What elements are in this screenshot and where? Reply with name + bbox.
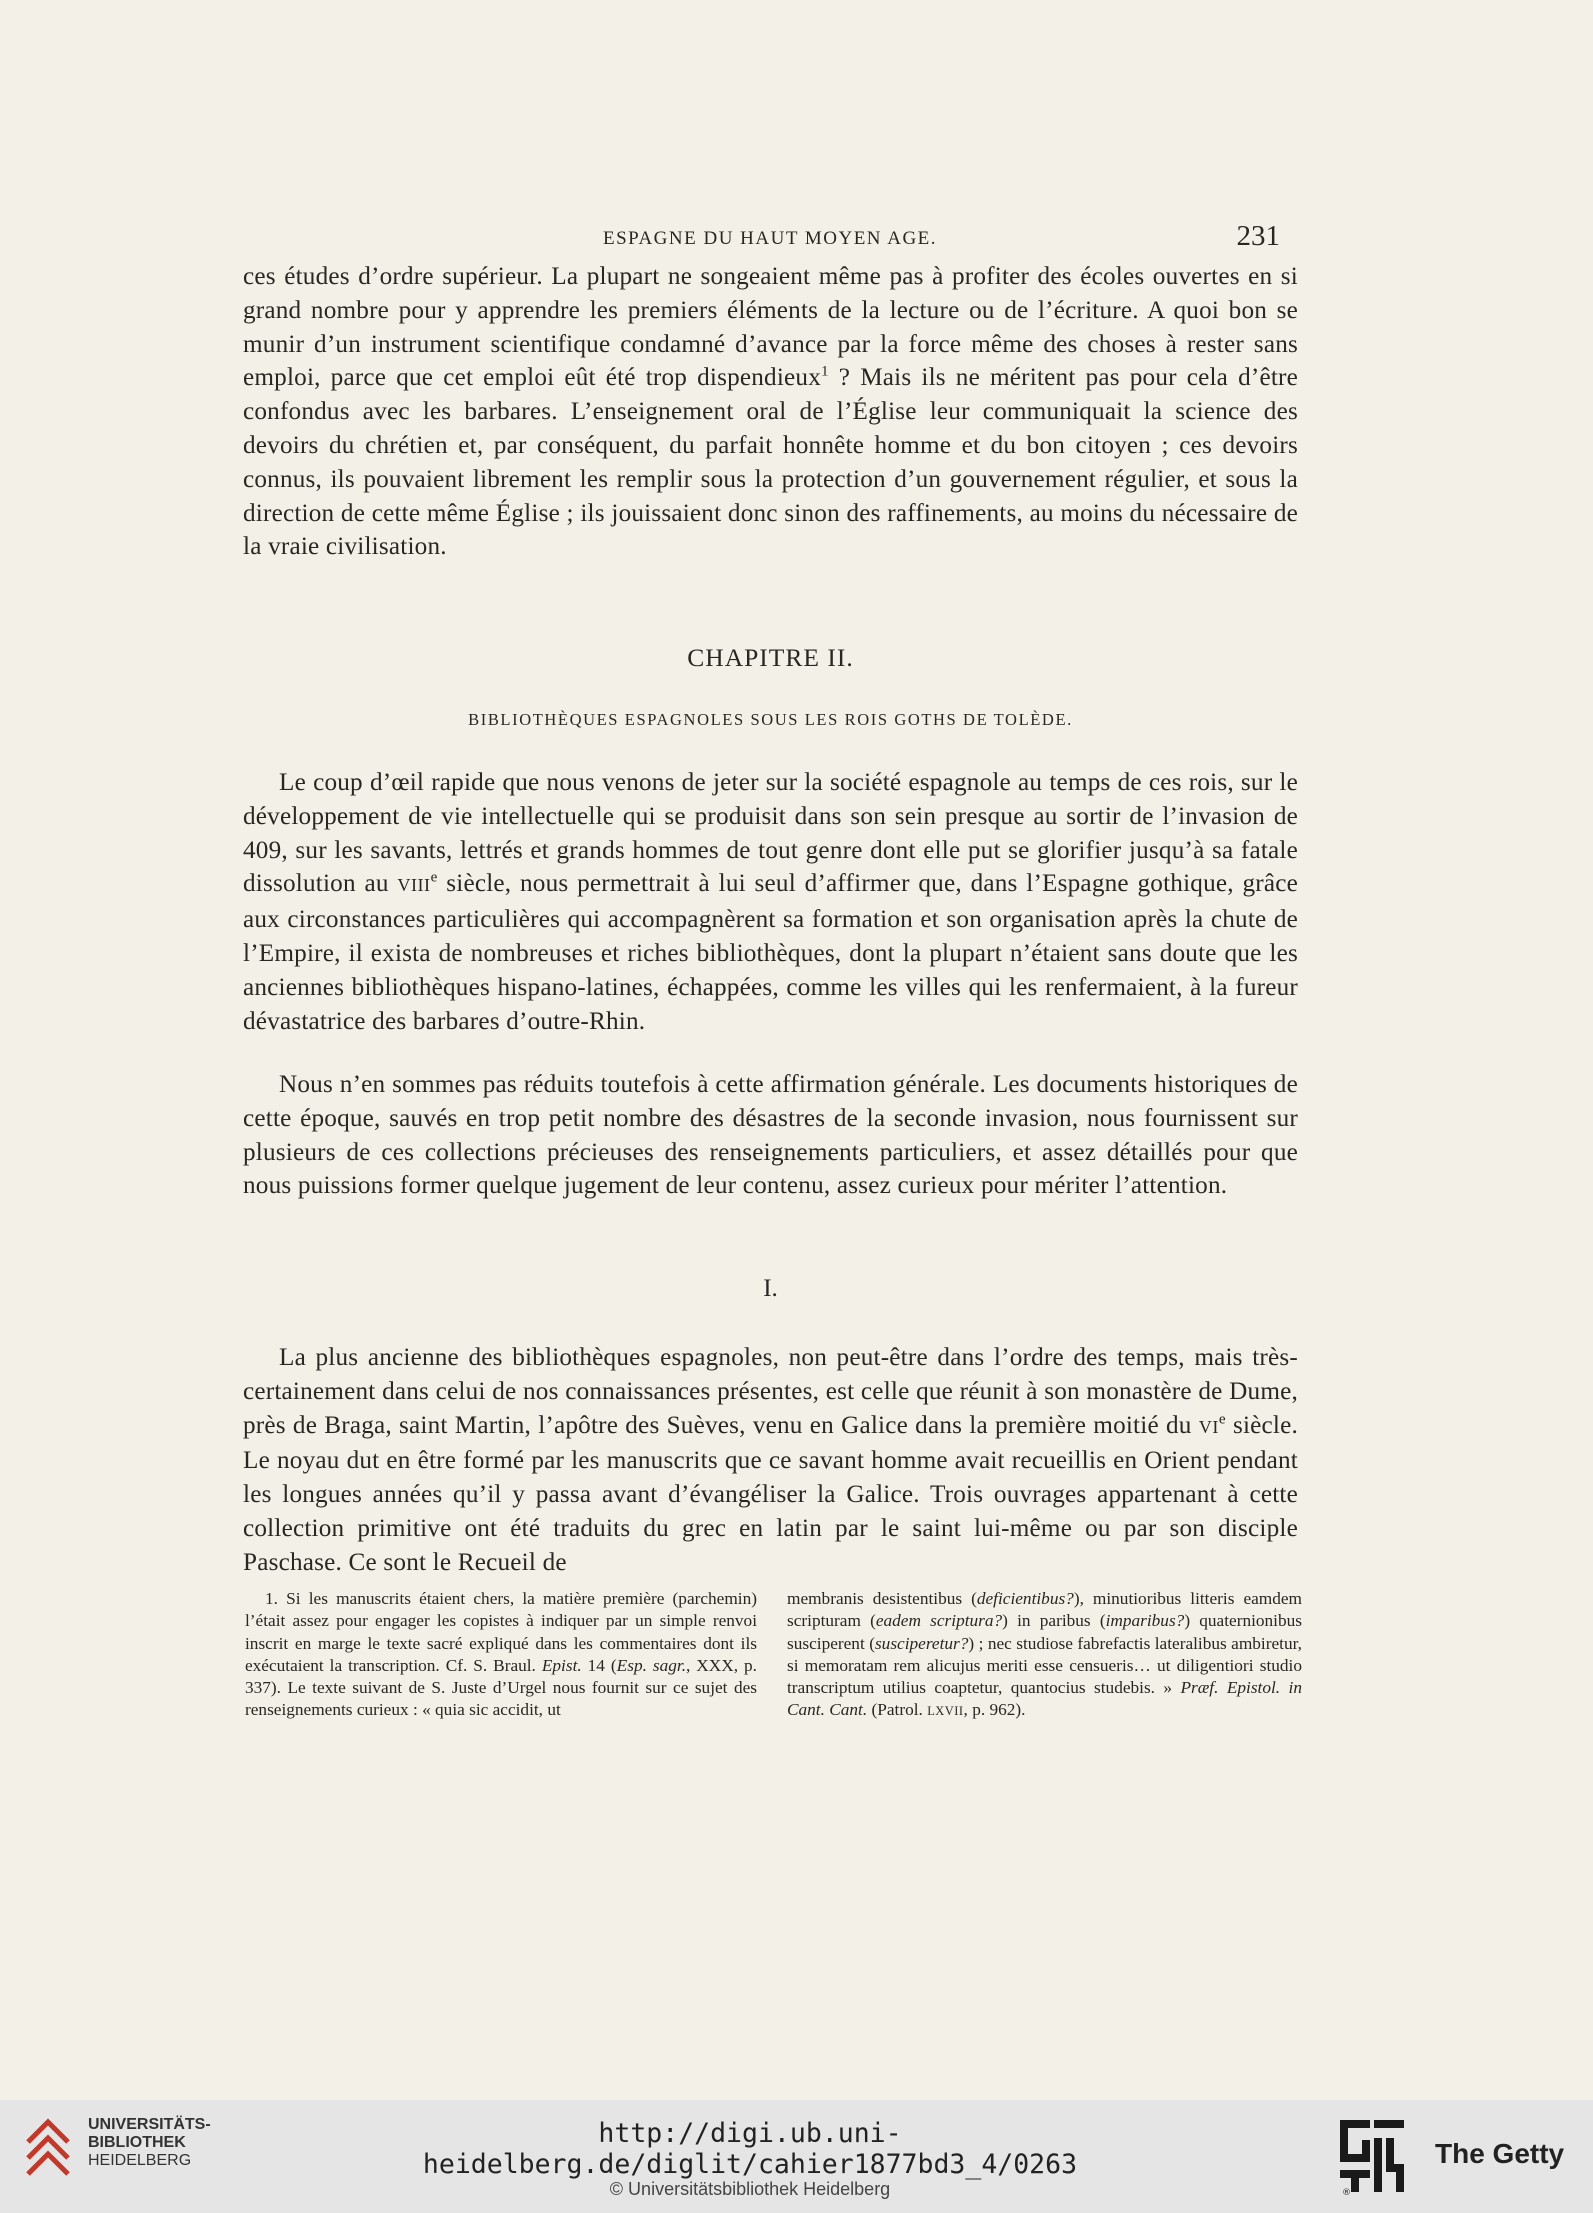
footnote-italic: Epist. [541, 1655, 582, 1675]
registered-mark: ® [1342, 2188, 1351, 2196]
century-suffix: e [430, 870, 438, 886]
footnotes [245, 1588, 1300, 1788]
footnote-italic: Præf. Epistol. in Cant. Cant. [787, 1678, 1302, 1720]
footnote-text: ), minutioribus litteris eamdem scripturam ( [787, 1589, 1302, 1631]
footnote-text: ) in paribus ( [1002, 1611, 1106, 1631]
paragraph-documents [243, 1068, 1298, 1203]
footnote-text: ) quaternionibus susciperent ( [787, 1611, 1302, 1653]
paragraph-text: ces études d’ordre supérieur. La plupart ne songeaient même pas à profiter des écoles ouvertes en si grand nombre pour y apprendre les premiers éléments de la lecture ou de l’écriture. A quoi bon se munir d’un instrument scientifique condamné d’avance par la force même des choses à rester sans emploi, parce que cet emploi eût été trop dispendieux [243, 263, 1298, 392]
footnote-text: 1. Si les manuscrits étaient chers, la matière première (parchemin) l’était assez pour engager les copistes à indiquer par un simple renvoi inscrit en marge le texte sacré expliqué dans les commentaires dont ils exécutaient la transcription. Cf. S. Braul. [245, 1589, 757, 1675]
library-name-line: UNIVERSITÄTS- [88, 2116, 211, 2133]
paragraph-coup-doeil [243, 766, 1298, 1038]
library-name [88, 2116, 211, 2170]
copyright-notice: © Universitätsbibliothek Heidelberg [609, 2179, 891, 2199]
paragraph-text: La plus ancienne des bibliothèques espagnoles, non peut-être dans l’ordre des temps, mais très-certainement dans celui de nos connaissances présentes, est celle que réunit à son monastère de Dume, près de Braga, saint Martin, l’apôtre des Suèves, venu en Galice dans la première moitié du [243, 1344, 1298, 1439]
footnote-volume: LXVII [927, 1704, 964, 1719]
permalink-url[interactable]: http://digi.ub.uni-heidelberg.de/diglit/cahier1877bd3_4/0263 [422, 2118, 1078, 2180]
paragraph-text: ? Mais ils ne méritent pas pour cela d’être confondus avec les barbares. L’enseignement oral de l’Église leur communiquait la science des devoirs du chrétien et, par conséquent, du parfait honnête homme et du bon citoyen ; ces devoirs connus, ils pouvaient librement les remplir sous la protection d’un gouvernement régulier, et sous la direction de cette même Église ; ils jouissaient donc sinon des raffinements, au moins du nécessaire de la vraie civilisation. [243, 364, 1299, 561]
footnote-italic: Esp. sagr. [616, 1655, 687, 1675]
footnote-text: 14 ( [581, 1655, 617, 1675]
paragraph-text: siècle, nous permettrait à lui seul d’affirmer que, dans l’Espagne gothique, grâce aux circonstances particulières qui accompagnèrent sa formation et son organisation après la chute de l’Empire, il exista de nombreuses et riches bibliothèques, dont la plupart n’étaient sans doute que les anciennes bibliothèques hispano-latines, échappées, comme les villes qui les renfermaient, à la fureur dévastatrice des barbares d’outre-Rhin. [243, 870, 1298, 1035]
chapter-subtitle: BIBLIOTHÈQUES ESPAGNOLES SOUS LES ROIS GOTHS DE TOLÈDE. [468, 710, 1073, 729]
footnote-text: ) ; nec studiose fabrefactis lateralibus ambiretur, si memoratam rem alicujus meriti esse censueris… ut diligentiori studio transcriptum utilius coaptetur, quantocius studebis. » [787, 1633, 1302, 1698]
footnote-italic: imparibus? [1105, 1611, 1185, 1631]
century-numeral: VIII [397, 875, 431, 896]
footnote-text: , p. 962). [963, 1700, 1026, 1720]
getty-logo-icon[interactable] [1338, 2118, 1406, 2196]
page-number: 231 [1236, 220, 1280, 252]
century-numeral: VI [1198, 1416, 1219, 1437]
footnote-italic: eadem scriptura? [875, 1611, 1003, 1631]
footnote-italic: deficientibus? [976, 1589, 1074, 1608]
footnote-text: (Patrol. [867, 1700, 928, 1720]
library-name-line: BIBLIOTHEK [88, 2134, 186, 2151]
library-name-line: HEIDELBERG [88, 2152, 192, 2169]
footnote-reference[interactable]: 1 [821, 364, 829, 380]
footnote-italic: susciperetur? [874, 1633, 969, 1653]
footer-bar [0, 2100, 1593, 2213]
paragraph-intro [243, 260, 1298, 564]
century-suffix: e [1218, 1411, 1226, 1428]
paragraph-text: siècle. Le noyau dut en être formé par les manuscrits que ce savant homme avait recueillis en Orient pendant les longues années qu’il y passa avant d’évangéliser la Galice. Trois ouvrages appartenant à cette collection primitive ont été traduits du grec en latin par le saint lui-même ou par son disciple Paschase. Ce sont le Recueil de [243, 1411, 1299, 1576]
section-number: I. [763, 1275, 778, 1302]
chapter-title: CHAPITRE II. [687, 643, 854, 672]
footnote-right-column [787, 1588, 1302, 1723]
getty-name: The Getty [1435, 2138, 1565, 2169]
paragraph-text: Le coup d’œil rapide que nous venons de jeter sur la société espagnole au temps de ces rois, sur le développement de vie intellectuelle qui se produisit dans son sein presque au sortir de l’invasion de 409, sur les savants, lettrés et grands hommes de tout genre dont elle put se glorifier jusqu’à sa fatale dissolution au [243, 769, 1298, 898]
footnote-left-column [245, 1588, 757, 1722]
footnote-text: membranis desistentibus ( [787, 1589, 977, 1608]
paragraph-plus-ancienne [243, 1341, 1298, 1580]
ub-heidelberg-logo-icon[interactable] [18, 2112, 78, 2186]
footnote-text: , XXX, p. 337). Le texte suivant de S. Juste d’Urgel nous fournit sur ce sujet des renseignements curieux : « quia sic accidit, ut [245, 1655, 757, 1720]
running-title: ESPAGNE DU HAUT MOYEN AGE. [602, 228, 938, 249]
paragraph-text: Nous n’en sommes pas réduits toutefois à cette affirmation générale. Les documents historiques de cette époque, sauvés en trop petit nombre des désastres de la seconde invasion, nous fournissent sur plusieurs de ces collections précieuses des renseignements particuliers, et assez détaillés pour que nous puissions former quelque jugement de leur contenu, assez curieux pour mériter l’attention. [243, 1071, 1298, 1200]
